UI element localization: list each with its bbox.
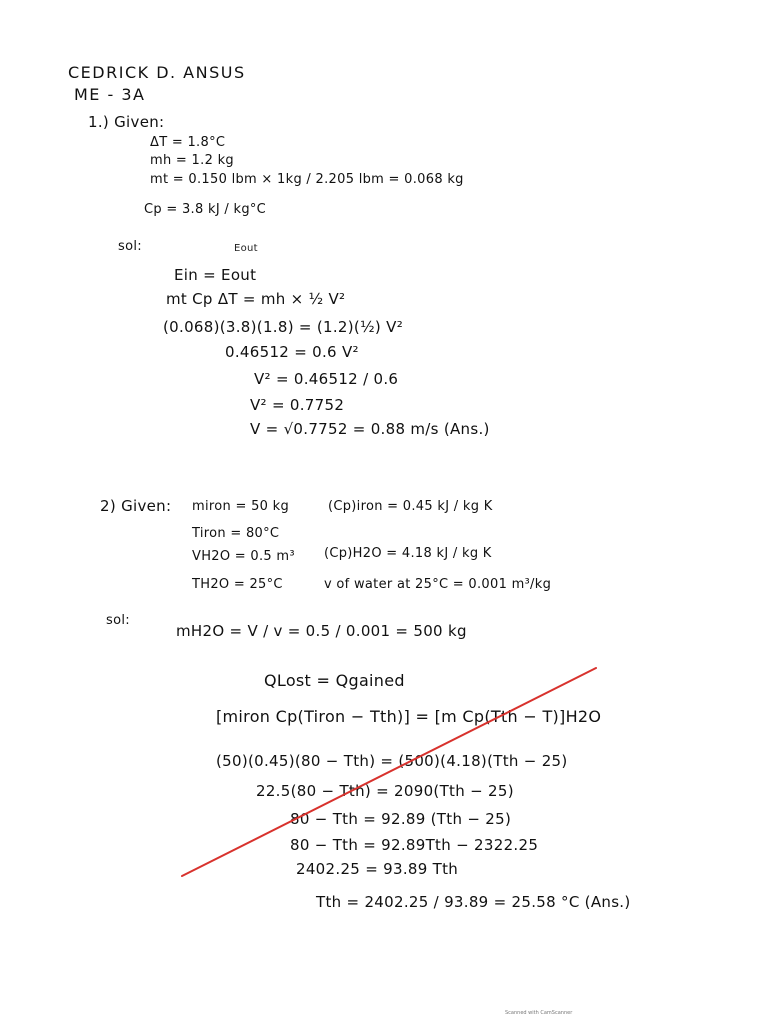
p1-given-mh: mh = 1.2 kg	[150, 153, 234, 168]
p2-given-vh2o: VH2O = 0.5 m³	[192, 549, 295, 564]
p1-step-2: mt Cp ΔT = mh × ½ V²	[166, 290, 346, 308]
p2-step-1: QLost = Qgained	[264, 671, 405, 690]
p1-scribble: Eout	[234, 243, 258, 254]
p2-mass-step: mH2O = V / v = 0.5 / 0.001 = 500 kg	[176, 622, 467, 640]
p1-sol-label: sol:	[118, 239, 142, 254]
p1-step-6: V² = 0.7752	[250, 396, 345, 414]
p1-step-1: Ein = Eout	[174, 266, 257, 284]
p2-step-8: Tth = 2402.25 / 93.89 = 25.58 °C (Ans.)	[316, 893, 631, 911]
p2-sol-label: sol:	[106, 613, 130, 628]
p1-given-mt: mt = 0.150 lbm × 1kg / 2.205 lbm = 0.068 kg	[150, 172, 464, 187]
p2-given-tiron: Tiron = 80°C	[192, 526, 280, 541]
p2-given-miron: miron = 50 kg	[192, 499, 290, 514]
student-name: CEDRICK D. ANSUS	[68, 63, 246, 82]
student-section: ME - 3A	[74, 85, 146, 104]
p2-given-specific-volume: v of water at 25°C = 0.001 m³/kg	[324, 577, 552, 592]
p2-given-cp-iron: (Cp)iron = 0.45 kJ / kg K	[328, 499, 493, 514]
p1-given-delta-t: ΔT = 1.8°C	[150, 135, 226, 150]
p2-step-7: 2402.25 = 93.89 Tth	[296, 860, 459, 878]
p1-step-4: 0.46512 = 0.6 V²	[225, 343, 359, 361]
p2-step-6: 80 − Tth = 92.89Tth − 2322.25	[290, 836, 539, 854]
p2-step-3: (50)(0.45)(80 − Tth) = (500)(4.18)(Tth − 25)	[216, 752, 568, 770]
p2-step-5: 80 − Tth = 92.89 (Tth − 25)	[290, 810, 512, 828]
problem2-label: 2) Given:	[100, 497, 172, 515]
p2-given-th2o: TH2O = 25°C	[192, 577, 283, 592]
p1-given-cp: Cp = 3.8 kJ / kg°C	[144, 202, 267, 217]
p2-given-cp-h2o: (Cp)H2O = 4.18 kJ / kg K	[324, 546, 492, 561]
problem1-label: 1.) Given:	[88, 113, 165, 131]
scanner-watermark: Scanned with CamScanner	[505, 1010, 573, 1016]
p1-step-5: V² = 0.46512 / 0.6	[254, 370, 399, 388]
p1-step-3: (0.068)(3.8)(1.8) = (1.2)(½) V²	[163, 318, 404, 336]
p2-step-2: [miron Cp(Tiron − Tth)] = [m Cp(Tth − T)]H2O	[216, 707, 602, 726]
p2-step-4: 22.5(80 − Tth) = 2090(Tth − 25)	[256, 782, 514, 800]
p1-step-7: V = √0.7752 = 0.88 m/s (Ans.)	[250, 420, 490, 438]
